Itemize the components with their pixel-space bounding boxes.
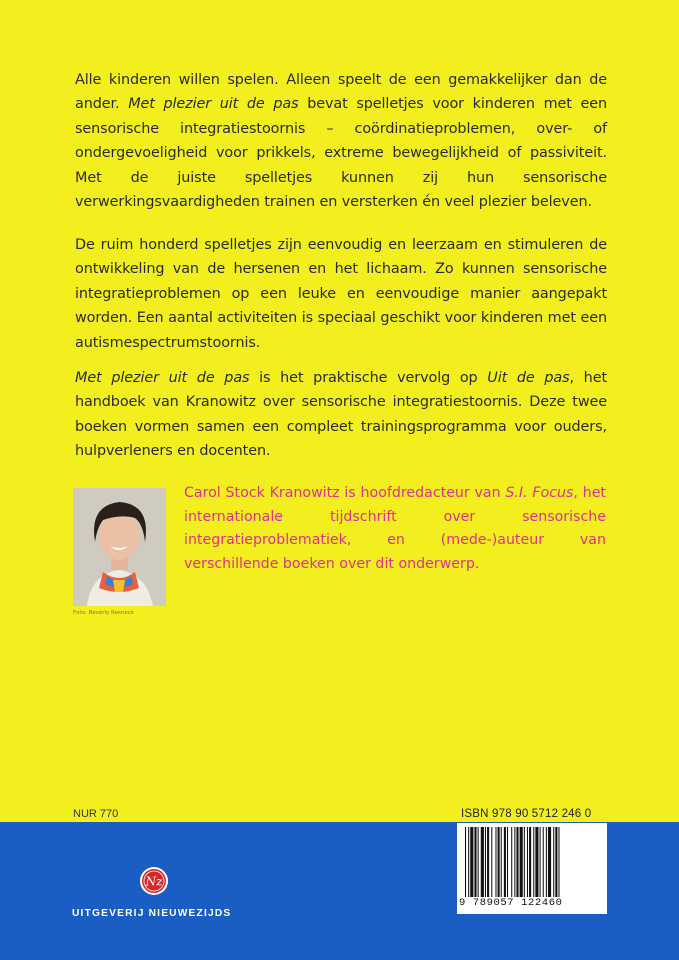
sequel-paragraph [75,366,607,464]
bio-text-rest: , het internationale tijdschrift over sensorische integratieproblematiek, en (mede-)auteur van verschillende boeken over dit onderwerp. [184,485,606,572]
barcode-bar [474,827,476,897]
barcode-bar [511,827,512,897]
barcode-bar [516,827,518,897]
barcode-bar [540,827,541,897]
nur-code: NUR 770 [73,808,119,820]
barcode-bar [468,827,469,897]
barcode-bar [520,827,523,897]
barcode-bar [535,827,538,897]
barcode-bar [491,827,492,897]
publisher-logo [139,866,169,900]
barcode-bar [501,827,502,897]
logo-letters: Nz [145,874,163,889]
barcode-bar [504,827,506,897]
book-title-italic: Met plezier uit de pas [75,370,250,386]
intro-text-start: Alle kinderen willen spelen. Alleen speelt de een gemakkelijker dan de ander. [75,72,607,113]
isbn-label: ISBN 978 90 5712 246 0 [461,808,592,820]
barcode-bar [495,827,496,897]
barcode-bar [527,827,528,897]
bio-text-start: Carol Stock Kranowitz is hoofdredacteur van [184,485,506,501]
publisher-name: UITGEVERIJ NIEUWEZIJDS [72,908,232,919]
barcode-bar [546,827,547,897]
barcode-bar [507,827,508,897]
barcode-bar [514,827,515,897]
barcode-bar [524,827,525,897]
barcode-bar [533,827,534,897]
barcode-bar [553,827,554,897]
barcode-bar [558,827,559,897]
barcode-bar [555,827,557,897]
barcode-bar [465,827,466,897]
book-title-italic: Met plezier uit de pas [128,96,299,113]
barcode-bar [485,827,486,897]
previous-book-title: Uit de pas [487,370,570,386]
nz-logo-icon [139,866,169,896]
barcode-bar [529,827,531,897]
photo-credit: Foto: Beverly Resneck [73,610,134,616]
barcode-bar [498,827,500,897]
intro-text-rest: bevat spelletjes voor kinderen met een sensorische integratiestoornis – coördinatieproblemen, over- of ondergevoeligheid voor prikkels, extreme bewegelijkheid of passiviteit. Met de juiste spelletjes kunnen zij hun sensorische verwerkingsvaardigheden trainen en versterken én veel plezier beleven. [75,96,607,211]
author-photo [73,488,166,606]
author-bio [184,482,606,576]
barcode-digits: 9 789057 122460 [459,897,563,909]
intro-paragraph [75,68,607,214]
activities-paragraph: De ruim honderd spelletjes zijn eenvoudig en leerzaam en stimuleren de ontwikkeling van de hersenen en het lichaam. Zo kunnen sensorische integratieproblemen op een leuke en eenvoudige manier aangepakt worden. Een aantal activiteiten is speciaal geschikt voor kinderen met een autismespectrumstoornis. [75,237,607,351]
barcode-bar [470,827,473,897]
barcode-bar [478,827,479,897]
sequel-text-rest: , het handboek van Kranowitz over sensorische integratiestoornis. Deze twee boeken vormen samen een compleet trainingsprogramma voor ouders, hulpverleners en docenten. [75,370,607,460]
barcode-bar [487,827,489,897]
barcode-bar [481,827,484,897]
barcode-bar [543,827,544,897]
barcode-bar [548,827,551,897]
magazine-title: S.I. Focus [505,485,574,501]
sequel-text-start: is het praktische vervolg op [249,370,488,386]
